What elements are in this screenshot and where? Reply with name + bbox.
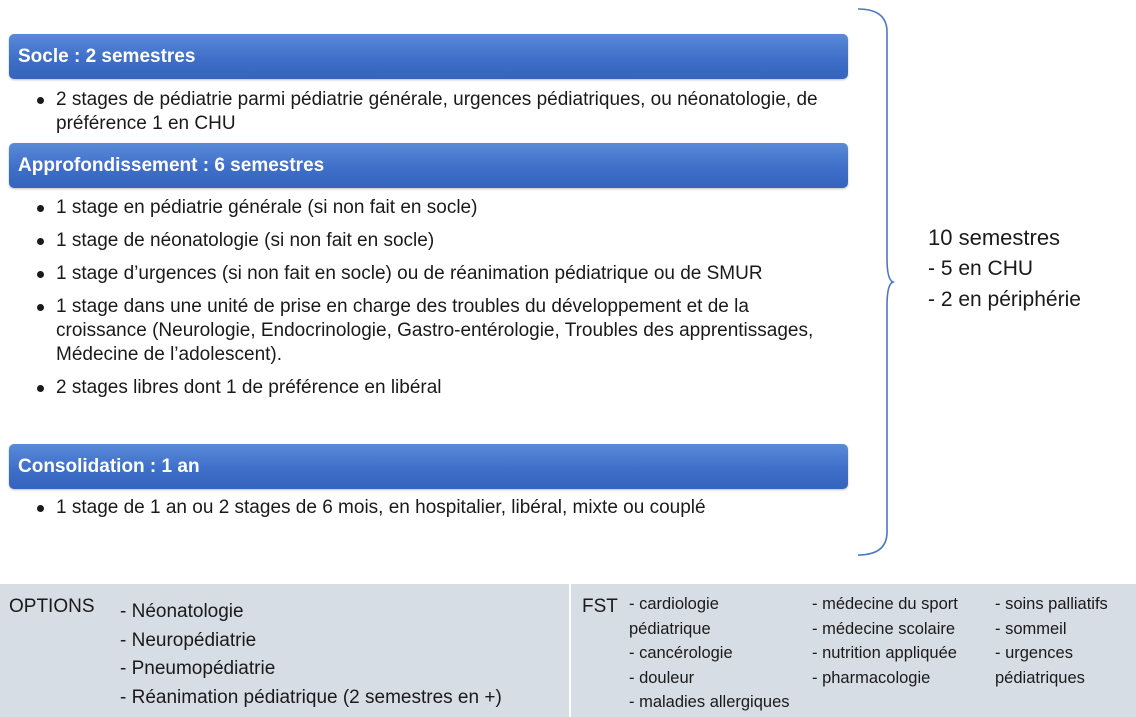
phase-header-approfondissement: Approfondissement : 6 semestres (9, 143, 848, 188)
summary-line-peripherie: - 2 en périphérie (928, 288, 1081, 311)
socle-list (35, 88, 835, 145)
fst-column-1 (629, 592, 790, 715)
list-item: - urgences (995, 644, 1073, 662)
list-item: - douleur (629, 668, 695, 687)
list-item: - médecine du sport (812, 595, 958, 613)
list-item: - pharmacologie (812, 668, 931, 687)
fst-column-2 (812, 592, 958, 690)
curly-brace-icon (855, 6, 895, 558)
list-item: - Réanimation pédiatrique (2 semestres en +) (120, 686, 502, 708)
list-item: 1 stage de 1 an ou 2 stages de 6 mois, en hospitalier, libéral, mixte ou couplé (35, 496, 835, 520)
list-item: - nutrition appliquée (812, 644, 957, 662)
fst-column-3 (995, 592, 1108, 690)
list-item: pédiatrique (629, 619, 711, 638)
list-item: 1 stage dans une unité de prise en charge des troubles du développement et de la croissance (Neurologie, Endocrinologie, Gastro-entérologie, Troubles des apprentissages, Médecine de l’adolescent). (35, 295, 835, 367)
list-item: 1 stage en pédiatrie générale (si non fait en socle) (35, 196, 835, 220)
list-item: - Pneumopédiatrie (120, 658, 276, 679)
list-item: - cardiologie (629, 595, 719, 613)
phase-header-consolidation: Consolidation : 1 an (9, 444, 848, 489)
list-item: - maladies allergiques (629, 693, 790, 711)
summary-total: 10 semestres (928, 225, 1061, 250)
list-item: 2 stages libres dont 1 de préférence en libéral (35, 376, 835, 400)
list-item: pédiatriques (995, 668, 1085, 687)
approfondissement-list (35, 196, 835, 409)
list-item: - médecine scolaire (812, 619, 956, 638)
options-title: OPTIONS (9, 596, 95, 617)
summary-line-chu: - 5 en CHU (928, 257, 1034, 280)
list-item: 1 stage de néonatologie (si non fait en socle) (35, 229, 835, 253)
panel-divider (569, 584, 571, 717)
consolidation-list (35, 496, 835, 529)
phase-header-socle: Socle : 2 semestres (9, 34, 848, 79)
options-list (120, 598, 502, 712)
list-item: 2 stages de pédiatrie parmi pédiatrie générale, urgences pédiatriques, ou néonatologie, de préférence 1 en CHU (35, 88, 835, 136)
list-item: - Néonatologie (120, 601, 244, 622)
list-item: 1 stage d’urgences (si non fait en socle) ou de réanimation pédiatrique ou de SMUR (35, 262, 835, 286)
list-item: - soins palliatifs (995, 595, 1108, 613)
list-item: - sommeil (995, 619, 1067, 638)
list-item: - Neuropédiatrie (120, 629, 257, 651)
fst-title: FST (582, 596, 618, 617)
summary-block (928, 222, 1081, 315)
list-item: - cancérologie (629, 644, 733, 662)
